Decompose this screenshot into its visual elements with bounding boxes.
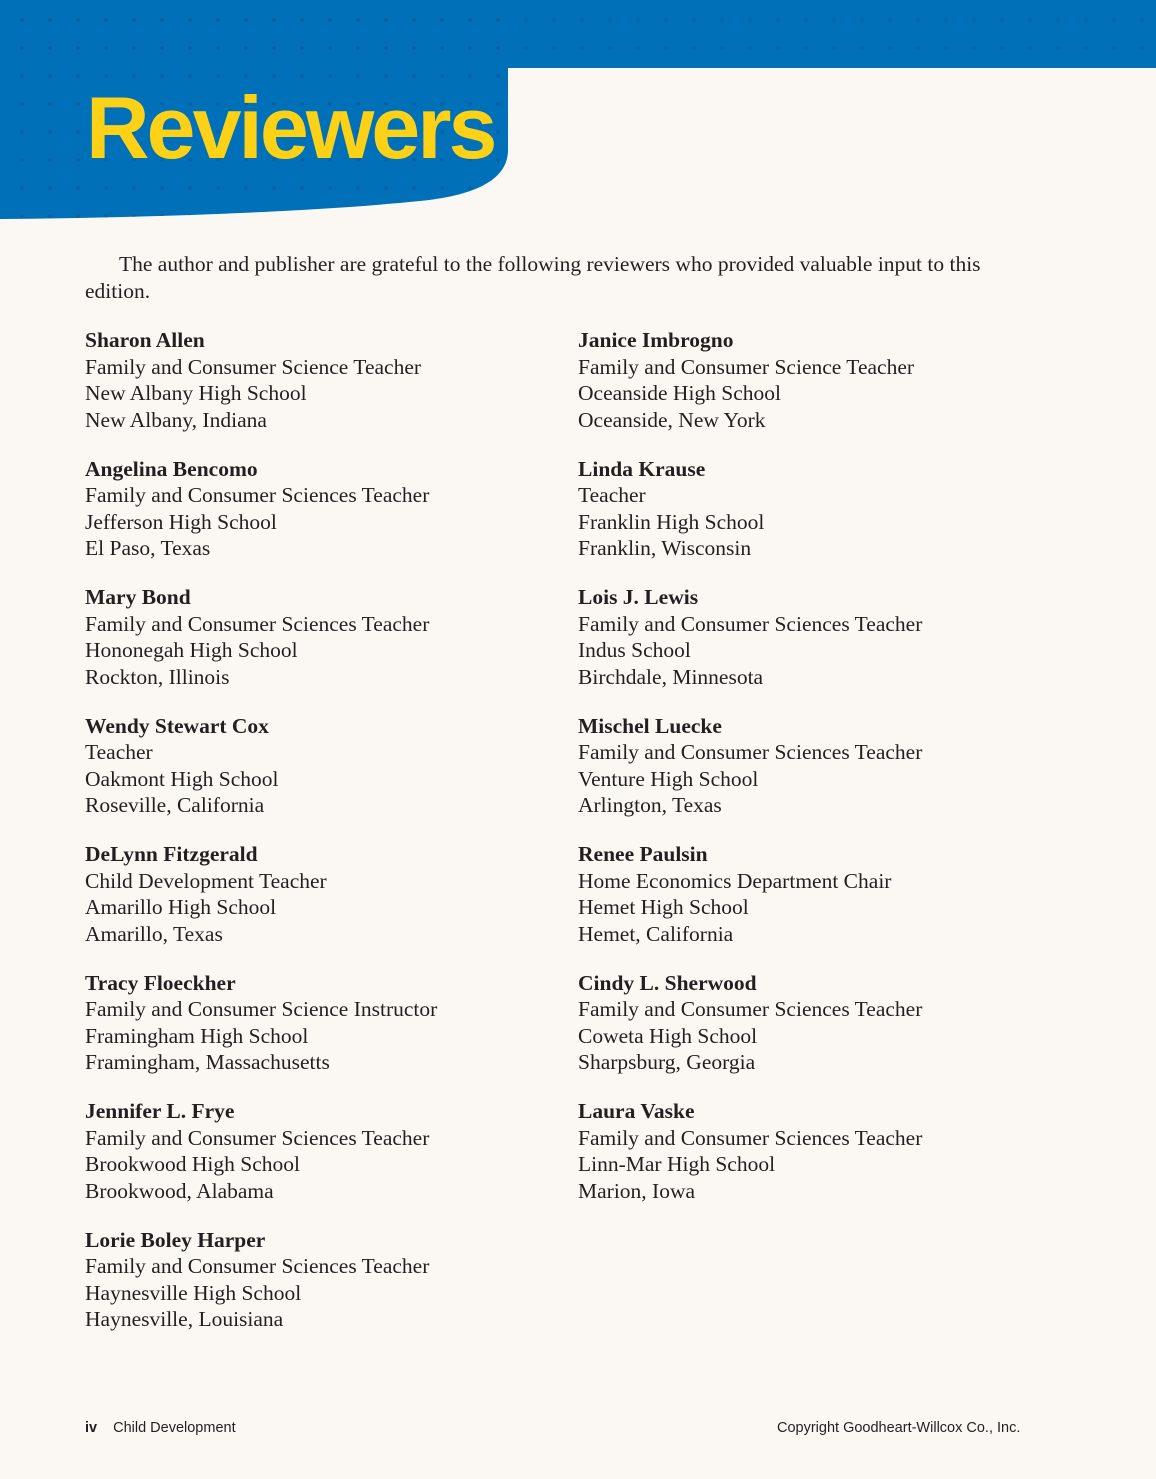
reviewer-name: Renee Paulsin — [578, 842, 708, 866]
reviewer-location: Birchdale, Minnesota — [578, 664, 764, 689]
reviewer-name: Tracy Floeckher — [85, 970, 236, 995]
reviewer-name: Mischel Luecke — [578, 713, 722, 738]
reviewer-location: Oceanside, New York — [578, 407, 766, 432]
reviewer-entry — [85, 970, 555, 1099]
reviewer-title: Family and Consumer Sciences Teacher — [578, 1125, 923, 1150]
reviewer-title: Family and Consumer Sciences Teacher — [85, 1254, 430, 1278]
reviewer-school: Coweta High School — [578, 1023, 758, 1048]
reviewer-title: Family and Consumer Science Teacher — [578, 354, 915, 379]
book-title: Child Development — [113, 1420, 236, 1436]
reviewer-name: Mary Bond — [85, 585, 191, 609]
reviewer-school: Franklin High School — [578, 509, 765, 534]
reviewer-title: Family and Consumer Science Teacher — [85, 354, 422, 379]
header-banner — [0, 0, 1156, 220]
reviewer-name: Angelina Bencomo — [85, 456, 258, 481]
reviewer-location: El Paso, Texas — [85, 536, 211, 560]
reviewer-name: Janice Imbrogno — [578, 328, 734, 352]
reviewer-location: Framingham, Massachusetts — [85, 1050, 330, 1074]
intro-text: The author and publisher are grateful to the following reviewers who provided valuable input to this edition. — [85, 252, 981, 303]
page-title: Reviewers — [86, 78, 495, 177]
reviewer-entry — [85, 584, 555, 713]
reviewer-school: Oceanside High School — [578, 381, 782, 405]
reviewers-right-column — [578, 327, 1048, 1227]
reviewer-title: Family and Consumer Sciences Teacher — [85, 1125, 430, 1150]
reviewer-location: Marion, Iowa — [578, 1178, 696, 1203]
reviewer-location: Hemet, California — [578, 921, 734, 946]
reviewer-location: Roseville, California — [85, 793, 265, 817]
reviewer-school: Venture High School — [578, 766, 759, 791]
reviewer-entry — [578, 1098, 1048, 1227]
reviewer-school: New Albany High School — [85, 381, 307, 405]
reviewers-left-column — [85, 327, 555, 1355]
reviewer-school: Hononegah High School — [85, 638, 298, 662]
reviewer-school: Linn-Mar High School — [578, 1152, 776, 1176]
reviewer-school: Indus School — [578, 638, 691, 662]
reviewer-name: DeLynn Fitzgerald — [85, 842, 258, 866]
reviewer-title: Family and Consumer Sciences Teacher — [85, 611, 430, 636]
reviewer-school: Brookwood High School — [85, 1152, 300, 1176]
reviewer-school: Jefferson High School — [85, 509, 277, 534]
reviewer-title: Family and Consumer Sciences Teacher — [578, 997, 923, 1021]
reviewer-title: Family and Consumer Science Instructor — [85, 997, 438, 1021]
reviewer-entry — [578, 327, 1048, 456]
reviewer-entry — [85, 456, 555, 585]
reviewer-title: Teacher — [578, 483, 646, 507]
reviewer-school: Framingham High School — [85, 1023, 309, 1048]
reviewer-title: Family and Consumer Sciences Teacher — [578, 740, 923, 764]
reviewer-name: Jennifer L. Frye — [85, 1099, 235, 1123]
reviewer-entry — [85, 327, 555, 456]
reviewer-school: Haynesville High School — [85, 1280, 302, 1305]
reviewer-name: Lorie Boley Harper — [85, 1227, 266, 1252]
reviewer-name: Wendy Stewart Cox — [85, 713, 269, 738]
reviewer-name: Laura Vaske — [578, 1099, 695, 1123]
reviewer-location: Brookwood, Alabama — [85, 1178, 274, 1203]
reviewer-school: Amarillo High School — [85, 895, 277, 919]
reviewer-entry — [578, 456, 1048, 585]
copyright-notice: Copyright Goodheart-Willcox Co., Inc. — [777, 1420, 1021, 1436]
reviewer-entry — [85, 1227, 555, 1356]
reviewer-entry — [85, 841, 555, 970]
reviewer-school: Oakmont High School — [85, 766, 279, 791]
reviewer-entry — [85, 713, 555, 842]
reviewer-location: Rockton, Illinois — [85, 664, 230, 689]
reviewer-entry — [578, 841, 1048, 970]
footer-left — [85, 1418, 236, 1438]
reviewer-name: Cindy L. Sherwood — [578, 970, 757, 995]
reviewer-name: Sharon Allen — [85, 328, 205, 352]
reviewer-location: Sharpsburg, Georgia — [578, 1050, 756, 1074]
reviewer-location: Haynesville, Louisiana — [85, 1307, 284, 1331]
reviewer-title: Family and Consumer Sciences Teacher — [578, 611, 923, 636]
reviewer-entry — [578, 713, 1048, 842]
reviewer-title: Home Economics Department Chair — [578, 868, 892, 893]
reviewer-title: Family and Consumer Sciences Teacher — [85, 483, 430, 507]
reviewer-location: Franklin, Wisconsin — [578, 536, 752, 560]
reviewer-entry — [578, 584, 1048, 713]
reviewer-name: Lois J. Lewis — [578, 585, 699, 609]
page-number: iv — [85, 1420, 98, 1436]
reviewer-location: Amarillo, Texas — [85, 921, 223, 946]
reviewer-title: Child Development Teacher — [85, 868, 327, 893]
reviewer-title: Teacher — [85, 740, 153, 764]
reviewer-location: New Albany, Indiana — [85, 407, 267, 432]
reviewer-school: Hemet High School — [578, 895, 749, 919]
reviewer-entry — [85, 1098, 555, 1227]
reviewer-entry — [578, 970, 1048, 1099]
reviewer-location: Arlington, Texas — [578, 793, 722, 817]
reviewer-name: Linda Krause — [578, 456, 706, 481]
